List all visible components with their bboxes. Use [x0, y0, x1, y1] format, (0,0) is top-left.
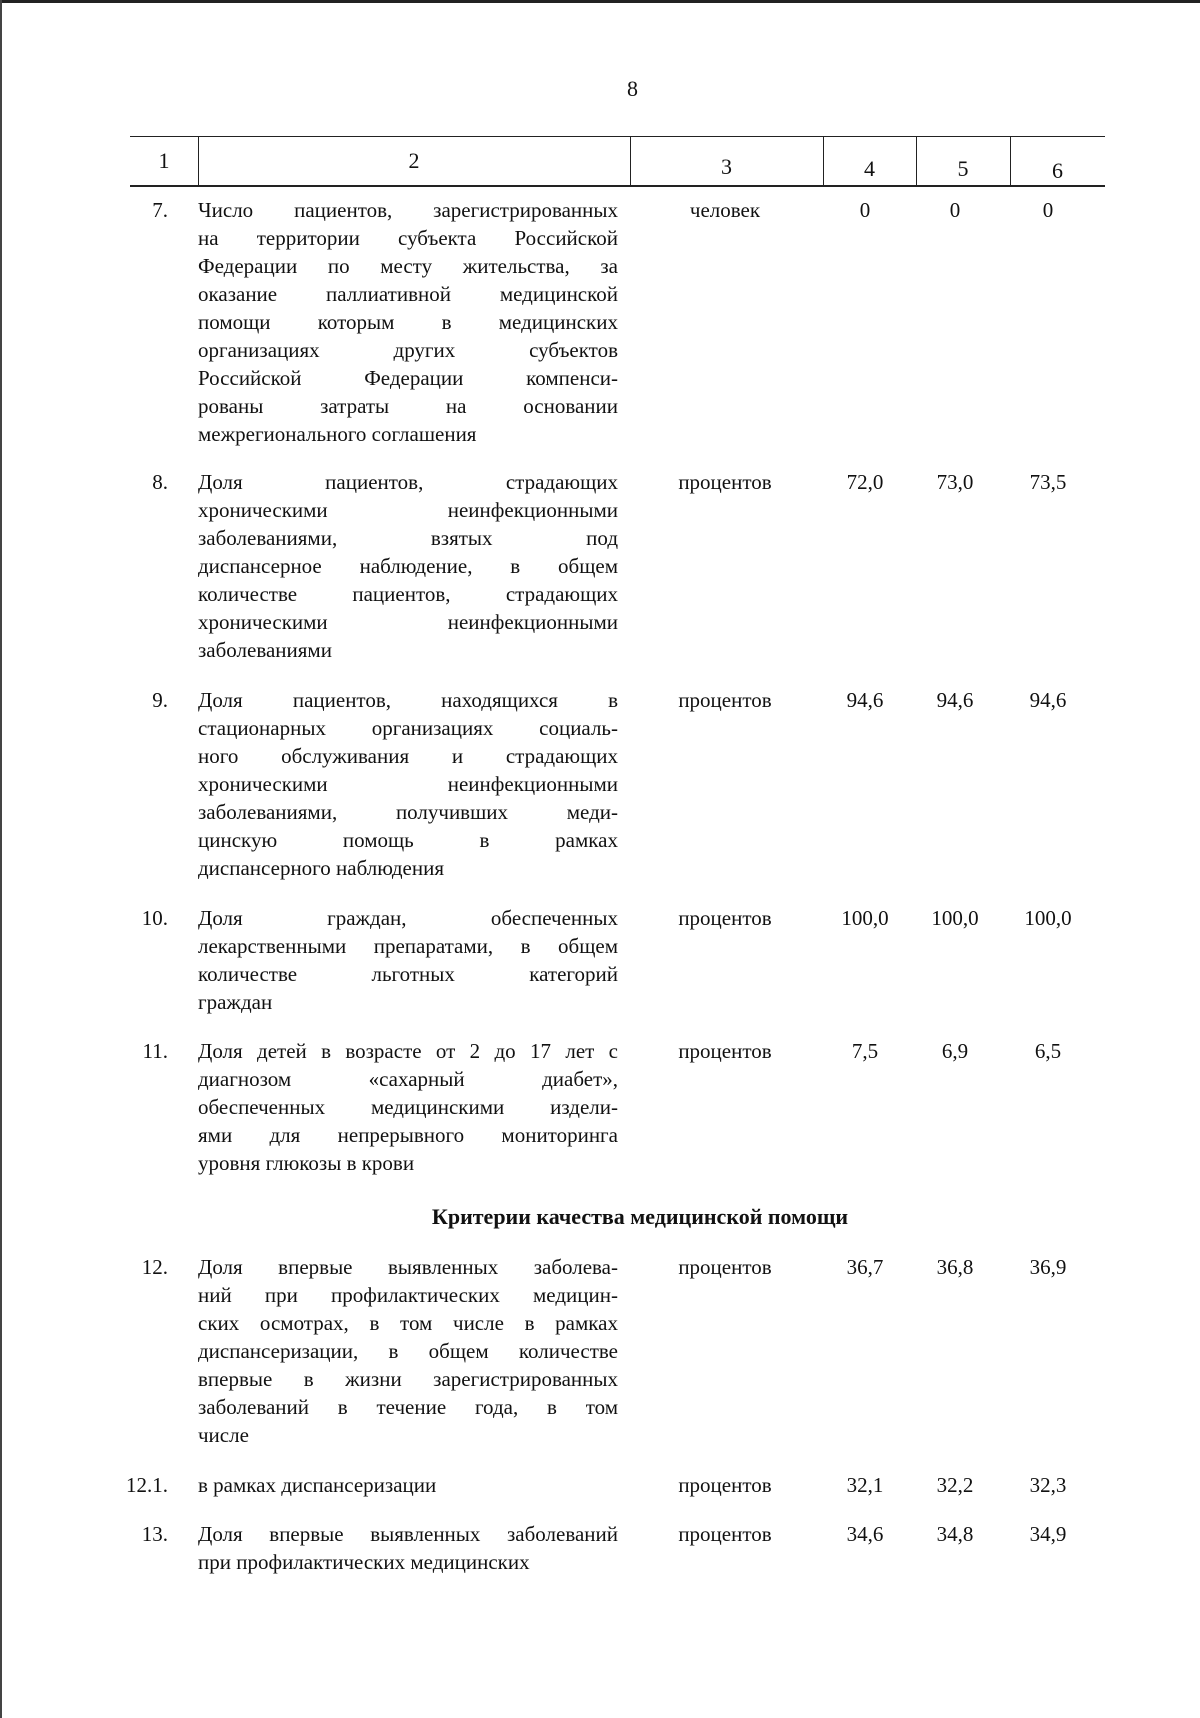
value-col-5: 94,6	[936, 688, 974, 712]
value-col-6: 73,5	[1029, 470, 1067, 494]
description-line: при профилактических медицинских	[198, 1550, 530, 1574]
description-line: диспансерное наблюдение, в общем	[198, 554, 618, 578]
description-line: организациях других субъектов	[198, 338, 618, 362]
value-col-5: 34,8	[936, 1522, 974, 1546]
unit-of-measure: процентов	[678, 470, 772, 494]
description-line: диагнозом «сахарный диабет»,	[198, 1067, 618, 1091]
row-number: 8.	[152, 470, 168, 494]
description-line: ских осмотрах, в том числе в рамках	[198, 1311, 618, 1335]
description-line: на территории субъекта Российской	[198, 226, 618, 250]
indicator-description	[198, 1253, 618, 1449]
indicator-description	[198, 1520, 618, 1576]
value-col-5: 100,0	[931, 906, 979, 930]
header-col-3: 3	[721, 154, 732, 179]
indicator-description	[198, 1037, 618, 1177]
description-line: Доля впервые выявленных заболева-	[198, 1255, 618, 1279]
row-number: 10.	[141, 906, 168, 930]
description-line: хроническими неинфекционными	[198, 772, 618, 796]
value-col-5: 6,9	[941, 1039, 969, 1063]
description-line: граждан	[198, 990, 273, 1014]
description-line: в рамках диспансеризации	[198, 1473, 437, 1497]
value-col-4: 34,6	[846, 1522, 884, 1546]
description-line: лекарственными препаратами, в общем	[198, 934, 618, 958]
description-line: Доля пациентов, страдающих	[198, 470, 618, 494]
description-line: заболеваниями, взятых под	[198, 526, 618, 550]
description-line: заболеваниями, получивших меди-	[198, 800, 618, 824]
unit-of-measure: человек	[689, 198, 761, 222]
header-col-6: 6	[1052, 158, 1063, 183]
indicator-description	[198, 1471, 618, 1499]
description-line: хроническими неинфекционными	[198, 610, 618, 634]
header-col-5: 5	[957, 156, 969, 181]
description-line: заболеваний в течение года, в том	[198, 1395, 618, 1419]
unit-of-measure: процентов	[678, 1255, 772, 1279]
description-line: ями для непрерывного мониторинга	[198, 1123, 618, 1147]
description-line: оказание паллиативной медицинской	[198, 282, 618, 306]
value-col-4: 72,0	[846, 470, 884, 494]
header-col-1: 1	[158, 148, 170, 173]
unit-of-measure: процентов	[678, 1522, 772, 1546]
description-line: ного обслуживания и страдающих	[198, 744, 618, 768]
description-line: Доля пациентов, находящихся в	[198, 688, 618, 712]
value-col-4: 94,6	[846, 688, 884, 712]
description-line: Федерации по месту жительства, за	[198, 254, 618, 278]
value-col-4: 100,0	[841, 906, 889, 930]
row-number: 9.	[152, 688, 168, 712]
value-col-5: 32,2	[936, 1473, 974, 1497]
value-col-4: 7,5	[851, 1039, 879, 1063]
description-line: Доля детей в возрасте от 2 до 17 лет с	[198, 1039, 618, 1063]
indicator-description	[198, 196, 618, 448]
description-line: Российской Федерации компенси-	[198, 366, 618, 390]
description-line: заболеваниями	[198, 638, 332, 662]
value-col-5: 0	[949, 198, 961, 222]
value-col-6: 6,5	[1034, 1039, 1062, 1063]
description-line: диспансерного наблюдения	[198, 856, 444, 880]
description-line: Доля впервые выявленных заболеваний	[198, 1522, 618, 1546]
value-col-6: 0	[1042, 198, 1054, 222]
value-col-5: 36,8	[936, 1255, 974, 1279]
unit-of-measure: процентов	[678, 688, 772, 712]
value-col-5: 73,0	[936, 470, 974, 494]
description-line: количестве пациентов, страдающих	[198, 582, 618, 606]
value-col-6: 32,3	[1029, 1473, 1067, 1497]
description-line: обеспеченных медицинскими издели-	[198, 1095, 618, 1119]
value-col-4: 0	[859, 198, 871, 222]
value-col-6: 34,9	[1029, 1522, 1067, 1546]
table-header	[130, 136, 1105, 186]
header-col-4: 4	[864, 156, 875, 181]
value-col-4: 36,7	[846, 1255, 884, 1279]
page-number: 8	[627, 76, 638, 101]
value-col-6: 100,0	[1024, 906, 1072, 930]
value-col-4: 32,1	[846, 1473, 884, 1497]
row-number: 11.	[142, 1039, 168, 1063]
description-line: диспансеризации, в общем количестве	[198, 1339, 618, 1363]
description-line: помощи которым в медицинских	[198, 310, 618, 334]
indicator-description	[198, 686, 618, 882]
description-line: числе	[198, 1423, 249, 1447]
description-line: стационарных организациях социаль-	[198, 716, 618, 740]
description-line: цинскую помощь в рамках	[198, 828, 618, 852]
description-line: уровня глюкозы в крови	[198, 1151, 415, 1175]
description-line: хроническими неинфекционными	[198, 498, 618, 522]
row-number: 12.1.	[126, 1473, 168, 1497]
unit-of-measure: процентов	[678, 906, 772, 930]
description-line: межрегионального соглашения	[198, 422, 477, 446]
description-line: количестве льготных категорий	[198, 962, 618, 986]
description-line: Число пациентов, зарегистрированных	[198, 198, 618, 222]
value-col-6: 36,9	[1029, 1255, 1067, 1279]
indicator-description	[198, 468, 618, 664]
header-col-2: 2	[408, 148, 420, 173]
scan-edge-left	[0, 0, 2, 1718]
description-line: рованы затраты на основании	[198, 394, 618, 418]
indicator-description	[198, 904, 618, 1016]
section-title: Критерии качества медицинской помощи	[431, 1204, 849, 1229]
description-line: Доля граждан, обеспеченных	[198, 906, 618, 930]
unit-of-measure: процентов	[678, 1039, 772, 1063]
unit-of-measure: процентов	[678, 1473, 772, 1497]
row-number: 13.	[141, 1522, 168, 1546]
row-number: 12.	[141, 1255, 168, 1279]
description-line: впервые в жизни зарегистрированных	[198, 1367, 618, 1391]
value-col-6: 94,6	[1029, 688, 1067, 712]
description-line: ний при профилактических медицин-	[198, 1283, 618, 1307]
scan-edge-top	[0, 0, 1200, 3]
row-number: 7.	[152, 198, 168, 222]
